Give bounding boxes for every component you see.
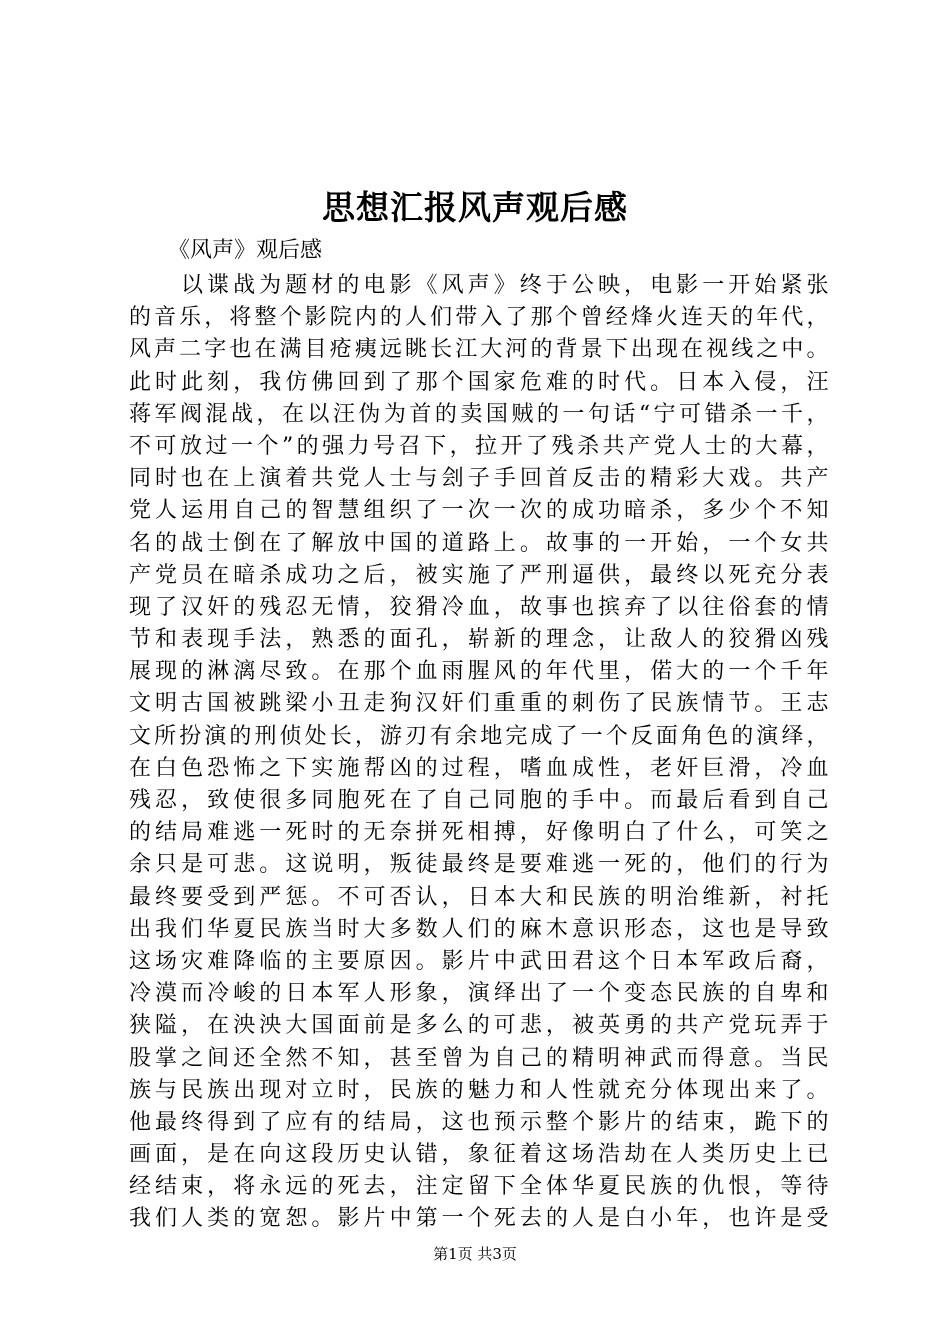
body-line: 他最终得到了应有的结局，这也预示整个影片的结束，跪下的 (129, 1109, 829, 1135)
page-title: 思想汇报风声观后感 (322, 188, 628, 227)
page-number-footer: 第1页 共3页 (433, 1245, 517, 1263)
body-line: 风声二字也在满目疮痍远眺长江大河的背景下出现在视线之中。 (129, 337, 829, 363)
body-line: 节和表现手法，熟悉的面孔，崭新的理念，让敌人的狡猾凶残 (129, 627, 829, 653)
body-line: 族与民族出现对立时，民族的魅力和人性就充分体现出来了。 (129, 1077, 829, 1103)
body-line: 冷漠而冷峻的日本军人形象，演绎出了一个变态民族的自卑和 (129, 981, 829, 1007)
body-line: 经结束，将永远的死去，注定留下全体华夏民族的仇恨，等待 (129, 1174, 829, 1200)
body-line: 现了汉奸的残忍无情，狡猾冷血，故事也摈弃了以往俗套的情 (129, 594, 829, 620)
body-line: 以谍战为题材的电影《风声》终于公映，电影一开始紧张 (181, 273, 829, 298)
body-line: 党人运用自己的智慧组织了一次一次的成功暗杀，多少个不知 (129, 498, 829, 524)
body-line: 出我们华夏民族当时大多数人们的麻木意识形态，这也是导致 (129, 916, 829, 942)
body-line: 名的战士倒在了解放中国的道路上。故事的一开始，一个女共 (129, 530, 829, 556)
body-line: 狭隘，在泱泱大国面前是多么的可悲，被英勇的共产党玩弄于 (129, 1013, 829, 1039)
body-line: 最终要受到严惩。不可否认，日本大和民族的明治维新，衬托 (129, 884, 829, 910)
body-line: 画面，是在向这段历史认错，象征着这场浩劫在人类历史上已 (129, 1142, 829, 1168)
body-line: 这场灾难降临的主要原因。影片中武田君这个日本军政后裔， (129, 948, 829, 974)
body-line: 文所扮演的刑侦处长，游刃有余地完成了一个反面角色的演绎， (129, 723, 829, 749)
body-line: 展现的淋漓尽致。在那个血雨腥风的年代里，偌大的一个千年 (129, 659, 829, 685)
body-line: 残忍，致使很多同胞死在了自己同胞的手中。而最后看到自己 (129, 788, 829, 813)
body-line: 不可放过一个”的强力号召下，拉开了残杀共产党人士的大幕， (129, 433, 829, 459)
body-line: 文明古国被跳梁小丑走狗汉奸们重重的刺伤了民族情节。王志 (129, 691, 829, 717)
body-line: 余只是可悲。这说明，叛徒最终是要难逃一死的，他们的行为 (129, 852, 829, 878)
article-body (129, 270, 829, 1236)
body-line: 的结局难逃一死时的无奈拼死相搏，好像明白了什么，可笑之 (129, 820, 829, 846)
body-line: 我们人类的宽恕。影片中第一个死去的人是白小年，也许是受 (129, 1206, 829, 1232)
body-line: 股掌之间还全然不知，甚至曾为自己的精明神武而得意。当民 (129, 1045, 829, 1071)
article-subtitle: 《风声》观后感 (168, 238, 323, 263)
body-line: 蒋军阀混战，在以汪伪为首的卖国贼的一句话“宁可错杀一千， (129, 401, 829, 427)
body-line: 产党员在暗杀成功之后，被实施了严刑逼供，最终以死充分表 (129, 562, 829, 588)
body-line: 此时此刻，我仿佛回到了那个国家危难的时代。日本入侵，汪 (129, 369, 829, 395)
body-line: 的音乐，将整个影院内的人们带入了那个曾经烽火连天的年代， (129, 305, 829, 331)
body-line: 在白色恐怖之下实施帮凶的过程，嗜血成性，老奸巨滑，冷血 (129, 755, 829, 781)
body-line: 同时也在上演着共党人士与刽子手回首反击的精彩大戏。共产 (129, 466, 829, 492)
